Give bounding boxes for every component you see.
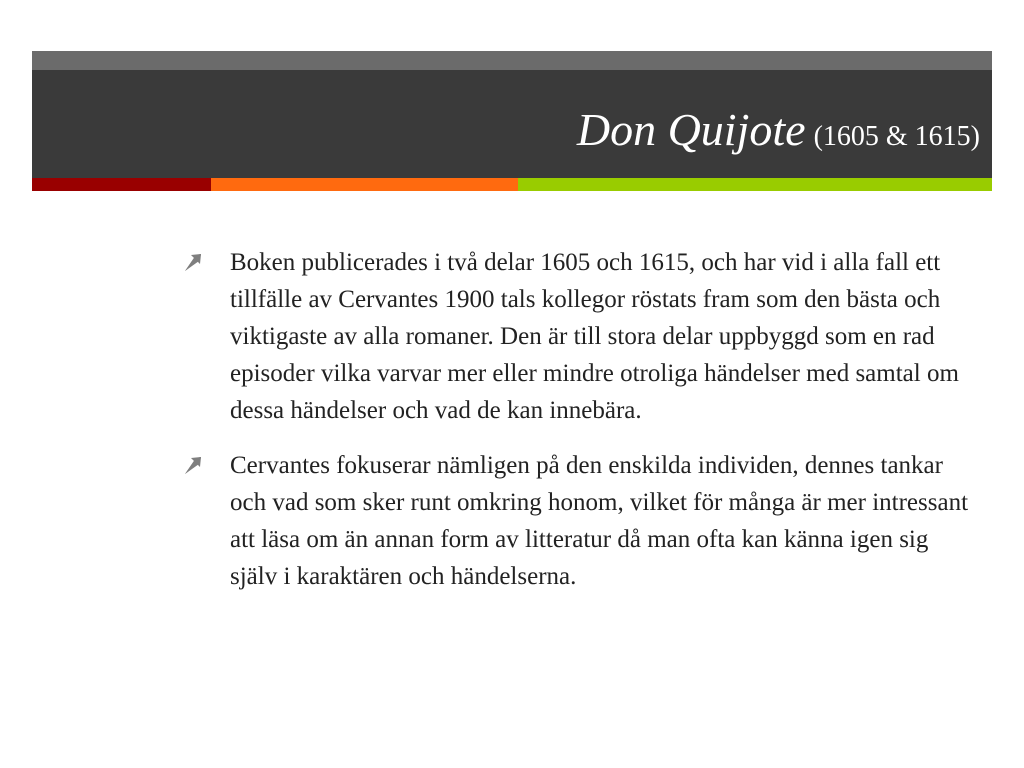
accent-bar-green (518, 178, 992, 191)
title-subtitle: (1605 & 1615) (813, 121, 980, 152)
arrow-icon (182, 455, 204, 477)
title-main: Don Quijote (576, 104, 806, 155)
bullet-list (180, 244, 980, 613)
arrow-icon (182, 252, 204, 274)
accent-bar-red (32, 178, 211, 191)
accent-bar-orange (211, 178, 518, 191)
header-top-strip (32, 51, 992, 70)
slide-title (576, 104, 980, 155)
bullet-text: Boken publicerades i två delar 1605 och 1615, och har vid i alla fall ett tillfälle av Cervantes 1900 tals kollegor röstats fram som den bästa och viktigaste av alla romaner. Den är till stora delar uppbyggd som en rad episoder vilka varvar mer eller mindre otroliga händelser med samtal om dessa händelser och vad de kan innebära. (230, 249, 959, 424)
header-band (32, 51, 992, 178)
bullet-text: Cervantes fokuserar nämligen på den enskilda individen, dennes tankar och vad som sker runt omkring honom, vilket för många är mer intressant att läsa om än annan form av litteratur då man ofta kan känna igen sig själv i karaktären och händelserna. (230, 452, 969, 590)
bullet-item (180, 447, 980, 595)
bullet-item (180, 244, 980, 429)
